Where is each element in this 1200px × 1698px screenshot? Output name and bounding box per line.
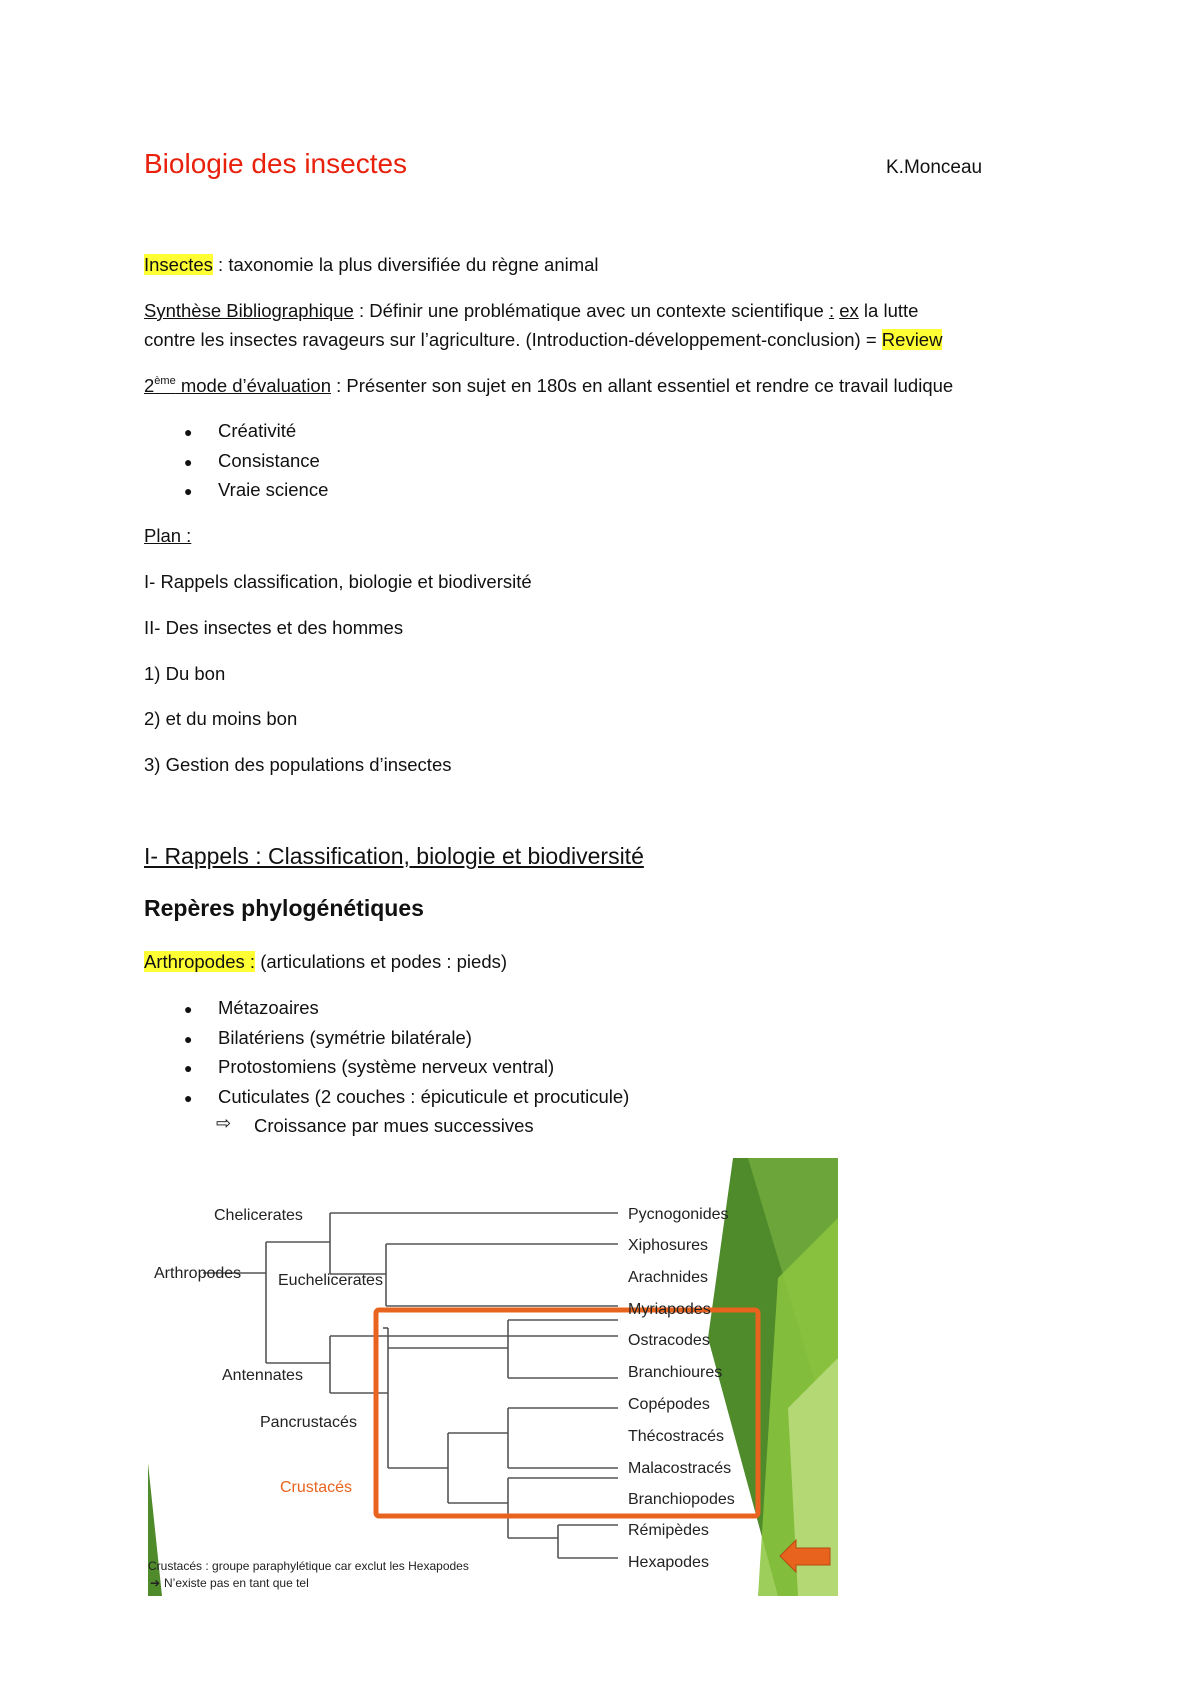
insectes-term: Insectes	[144, 254, 213, 275]
section-heading: I- Rappels : Classification, biologie et biodiversité	[144, 843, 644, 869]
bullet-icon: ●	[184, 1090, 193, 1106]
trait-item: Métazoaires	[218, 997, 319, 1018]
section-subheading: Repères phylogénétiques	[144, 895, 424, 921]
tree-branches	[203, 1213, 618, 1558]
plan-item: 1) Du bon	[144, 663, 226, 684]
synthese-line2-text: contre les insectes ravageurs sur l’agriculture. (Introduction-développement-conclusion) =	[144, 329, 882, 350]
criteria-item: Consistance	[218, 450, 320, 471]
leaf-label: Copépodes	[628, 1396, 710, 1413]
plan-item: 2) et du moins bon	[144, 708, 298, 729]
author-name: K.Monceau	[886, 157, 983, 178]
insectes-line	[144, 254, 599, 276]
leaf-label: Xiphosures	[628, 1237, 709, 1254]
arrow-right-icon: ⇨	[216, 1113, 232, 1133]
arthropodes-definition: (articulations et podes : pieds)	[255, 951, 508, 972]
leaf-label: Branchioures	[628, 1364, 723, 1381]
synthese-colon: :	[828, 300, 835, 321]
synthese-text-2: la lutte	[858, 300, 919, 321]
node-label-chelicerates: Chelicerates	[214, 1207, 303, 1224]
plan-item: I- Rappels classification, biologie et biodiversité	[144, 571, 532, 592]
node-label-pancrustaces: Pancrustacés	[260, 1414, 357, 1431]
leaf-label: Branchiopodes	[628, 1491, 735, 1508]
leaf-label: Myriapodes	[628, 1301, 711, 1318]
synthese-line-2	[144, 329, 942, 351]
bullet-icon: ●	[184, 454, 193, 470]
trait-item: Cuticulates (2 couches : épicuticule et procuticule)	[218, 1086, 630, 1107]
trait-item: Protostomiens (système nerveux ventral)	[218, 1056, 555, 1077]
mode-evaluation-line	[144, 375, 953, 397]
bullet-icon: ●	[184, 1031, 193, 1047]
leaf-label: Arachnides	[628, 1269, 709, 1286]
criteria-item: Créativité	[218, 420, 297, 441]
leaf-label: Hexapodes	[628, 1554, 709, 1571]
phylogeny-tree	[148, 1158, 838, 1596]
figure-caption-line-2: N’existe pas en tant que tel	[164, 1576, 309, 1590]
leaf-label: Malacostracés	[628, 1460, 732, 1477]
leaf-label: Thécostracés	[628, 1428, 725, 1445]
leaf-label: Rémipèdes	[628, 1522, 709, 1539]
node-label-euchelicerates: Euchelicerates	[278, 1272, 383, 1289]
phylogeny-figure	[148, 1158, 838, 1596]
synthese-term: Synthèse Bibliographique	[144, 300, 354, 321]
review-term: Review	[881, 329, 943, 350]
bullet-icon: ●	[184, 1060, 193, 1076]
node-label-crustaces: Crustacés	[280, 1479, 353, 1496]
document-title: Biologie des insectes	[144, 148, 408, 179]
bullet-icon: ●	[184, 483, 193, 499]
mode-number: 2	[144, 375, 155, 396]
mode-superscript: ème	[154, 375, 176, 387]
synthese-line-1	[144, 300, 918, 322]
plan-item: II- Des insectes et des hommes	[144, 617, 404, 638]
node-label-arthropodes: Arthropodes	[154, 1265, 242, 1282]
synthese-ex: ex	[839, 300, 859, 321]
plan-item: 3) Gestion des populations d’insectes	[144, 754, 452, 775]
insectes-definition: : taxonomie la plus diversifiée du règne animal	[212, 254, 599, 275]
arthropodes-line	[144, 951, 507, 973]
leaf-label: Pycnogonides	[628, 1206, 729, 1223]
plan-label: Plan :	[144, 525, 192, 546]
criteria-item: Vraie science	[218, 479, 329, 500]
arrow-right-icon: ➔	[150, 1576, 161, 1590]
synthese-text-1: : Définir une problématique avec un contexte scientifique	[353, 300, 829, 321]
arthropodes-term: Arthropodes :	[144, 951, 256, 972]
mode-evaluation-term	[144, 375, 331, 396]
leaf-label: Ostracodes	[628, 1332, 710, 1349]
figure-caption-line-1: Crustacés : groupe paraphylétique car exclut les Hexapodes	[148, 1559, 469, 1573]
bullet-icon: ●	[184, 1001, 193, 1017]
mode-evaluation-text: : Présenter son sujet en 180s en allant essentiel et rendre ce travail ludique	[331, 375, 954, 396]
trait-item: Bilatériens (symétrie bilatérale)	[218, 1027, 472, 1048]
mode-term: mode d’évaluation	[175, 375, 332, 396]
node-label-antennates: Antennates	[222, 1367, 303, 1384]
consequence-text: Croissance par mues successives	[254, 1115, 534, 1136]
bullet-icon: ●	[184, 424, 193, 440]
